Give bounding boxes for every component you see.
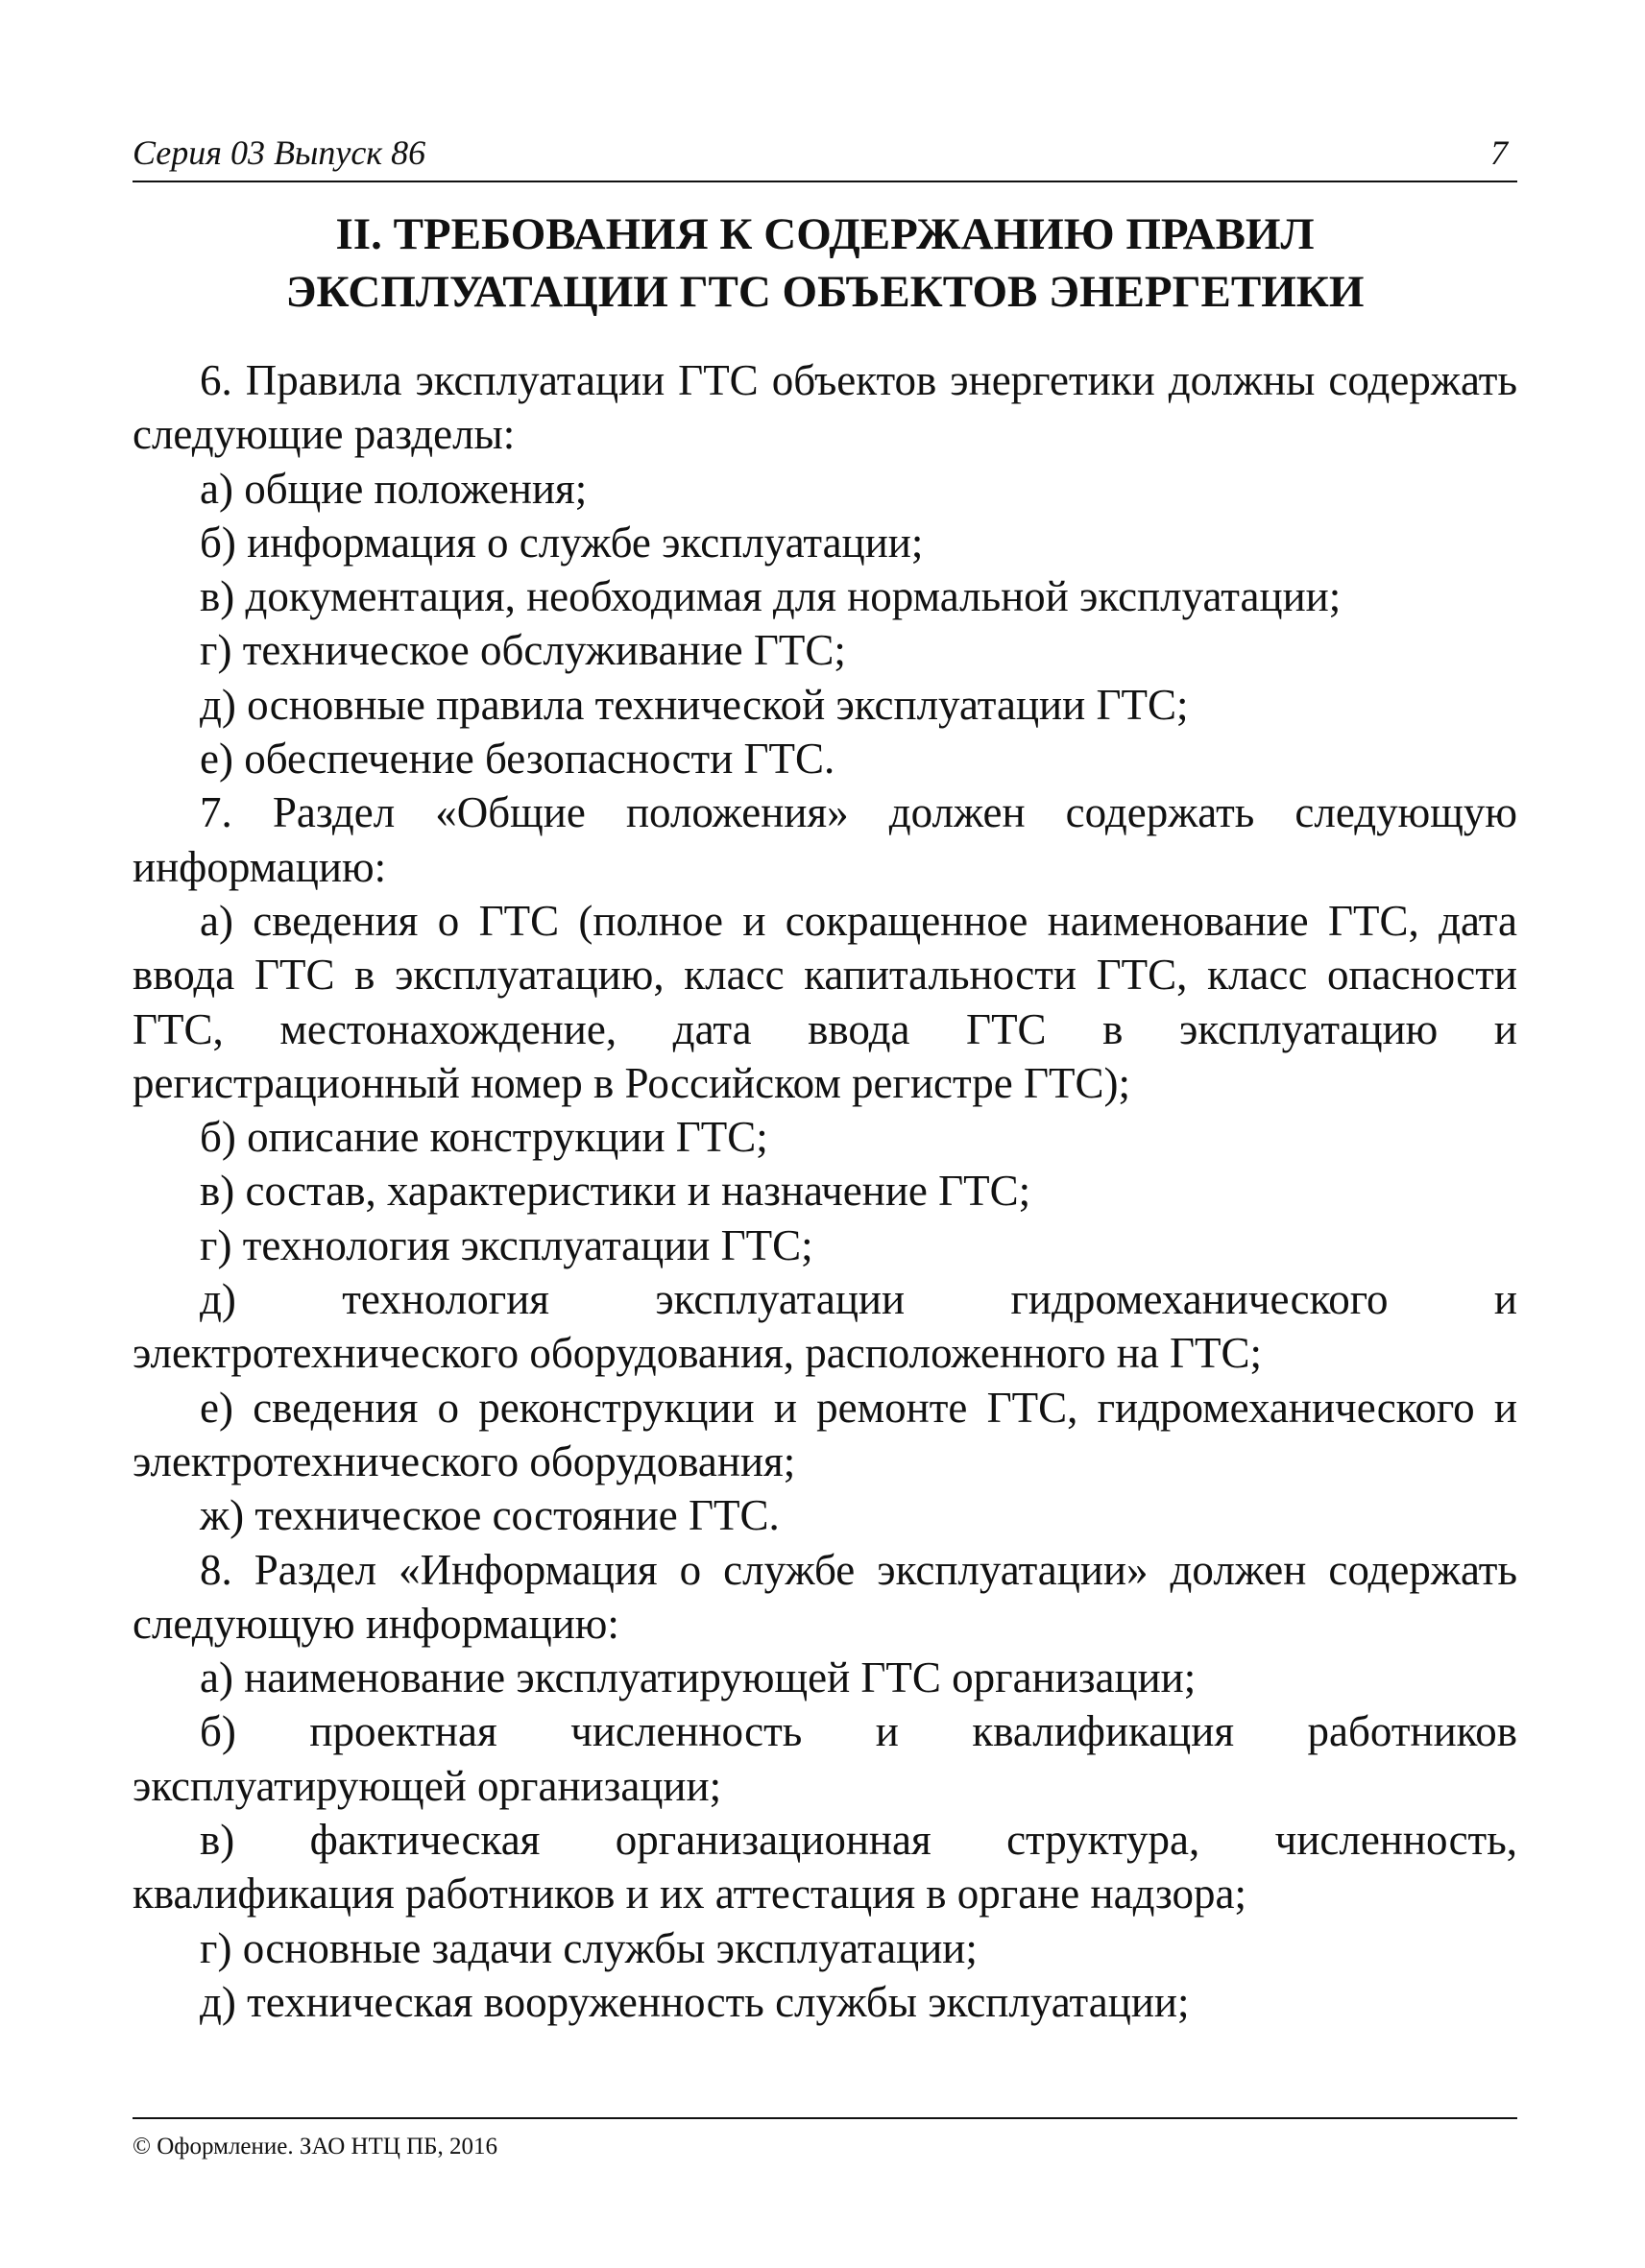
paragraph: ж) техническое состояние ГТС. [200,1491,780,1540]
paragraph: 6. Правила эксплуатации ГТС объектов энергетики должны содержать следующие разделы: [133,356,1517,459]
paragraph: д) технология эксплуатации гидромеханического и электротехнического оборудования, расположенного на ГТС; [133,1275,1517,1378]
paragraph: б) информация о службе эксплуатации; [200,518,924,567]
page-number: 7 [1490,133,1508,172]
paragraph: г) техническое обслуживание ГТС; [200,626,846,675]
paragraph: г) основные задачи службы эксплуатации; [200,1923,978,1972]
paragraph: а) наименование эксплуатирующей ГТС организации; [200,1653,1197,1702]
paragraph: д) основные правила технической эксплуатации ГТС; [200,680,1189,729]
header-divider [133,181,1517,182]
footer-copyright: © Оформление. ЗАО НТЦ ПБ, 2016 [133,2134,498,2159]
running-head [133,133,1517,179]
section-title-line-2: ЭКСПЛУАТАЦИИ ГТС ОБЪЕКТОВ ЭНЕРГЕТИКИ [285,267,1365,317]
paragraph: в) состав, характеристики и назначение ГТС; [200,1167,1031,1216]
section-title-line-1: II. ТРЕБОВАНИЯ К СОДЕРЖАНИЮ ПРАВИЛ [335,209,1315,259]
paragraph: е) обеспечение безопасности ГТС. [200,735,835,784]
paragraph: а) общие положения; [200,464,588,513]
paragraph: в) фактическая организационная структура, численность, квалификация работников и их аттестация в органе надзора; [133,1816,1517,1918]
paragraph: 7. Раздел «Общие положения» должен содержать следующую информацию: [133,788,1517,891]
paragraph: д) техническая вооруженность службы эксплуатации; [200,1977,1190,2026]
paragraph: 8. Раздел «Информация о службе эксплуатации» должен содержать следующую информацию: [133,1545,1517,1648]
paragraph: б) проектная численность и квалификация работников эксплуатирующей организации; [133,1707,1517,1810]
document-body [133,353,1517,2029]
section-title [133,205,1517,321]
paragraph: б) описание конструкции ГТС; [200,1113,768,1162]
footer-divider [133,2117,1517,2119]
series-label: Серия 03 Выпуск 86 [133,133,426,172]
paragraph: а) сведения о ГТС (полное и сокращенное наименование ГТС, дата ввода ГТС в эксплуатацию, класс капитальности ГТС, класс опасности ГТС, местонахождение, дата ввода ГТС в эксплуатацию и регистрационный номер в Российском регистре ГТС); [133,896,1517,1107]
paragraph: г) технология эксплуатации ГТС; [200,1220,813,1269]
paragraph: в) документация, необходимая для нормальной эксплуатации; [200,572,1342,621]
paragraph: е) сведения о реконструкции и ремонте ГТС, гидромеханического и электротехнического оборудования; [133,1383,1517,1485]
